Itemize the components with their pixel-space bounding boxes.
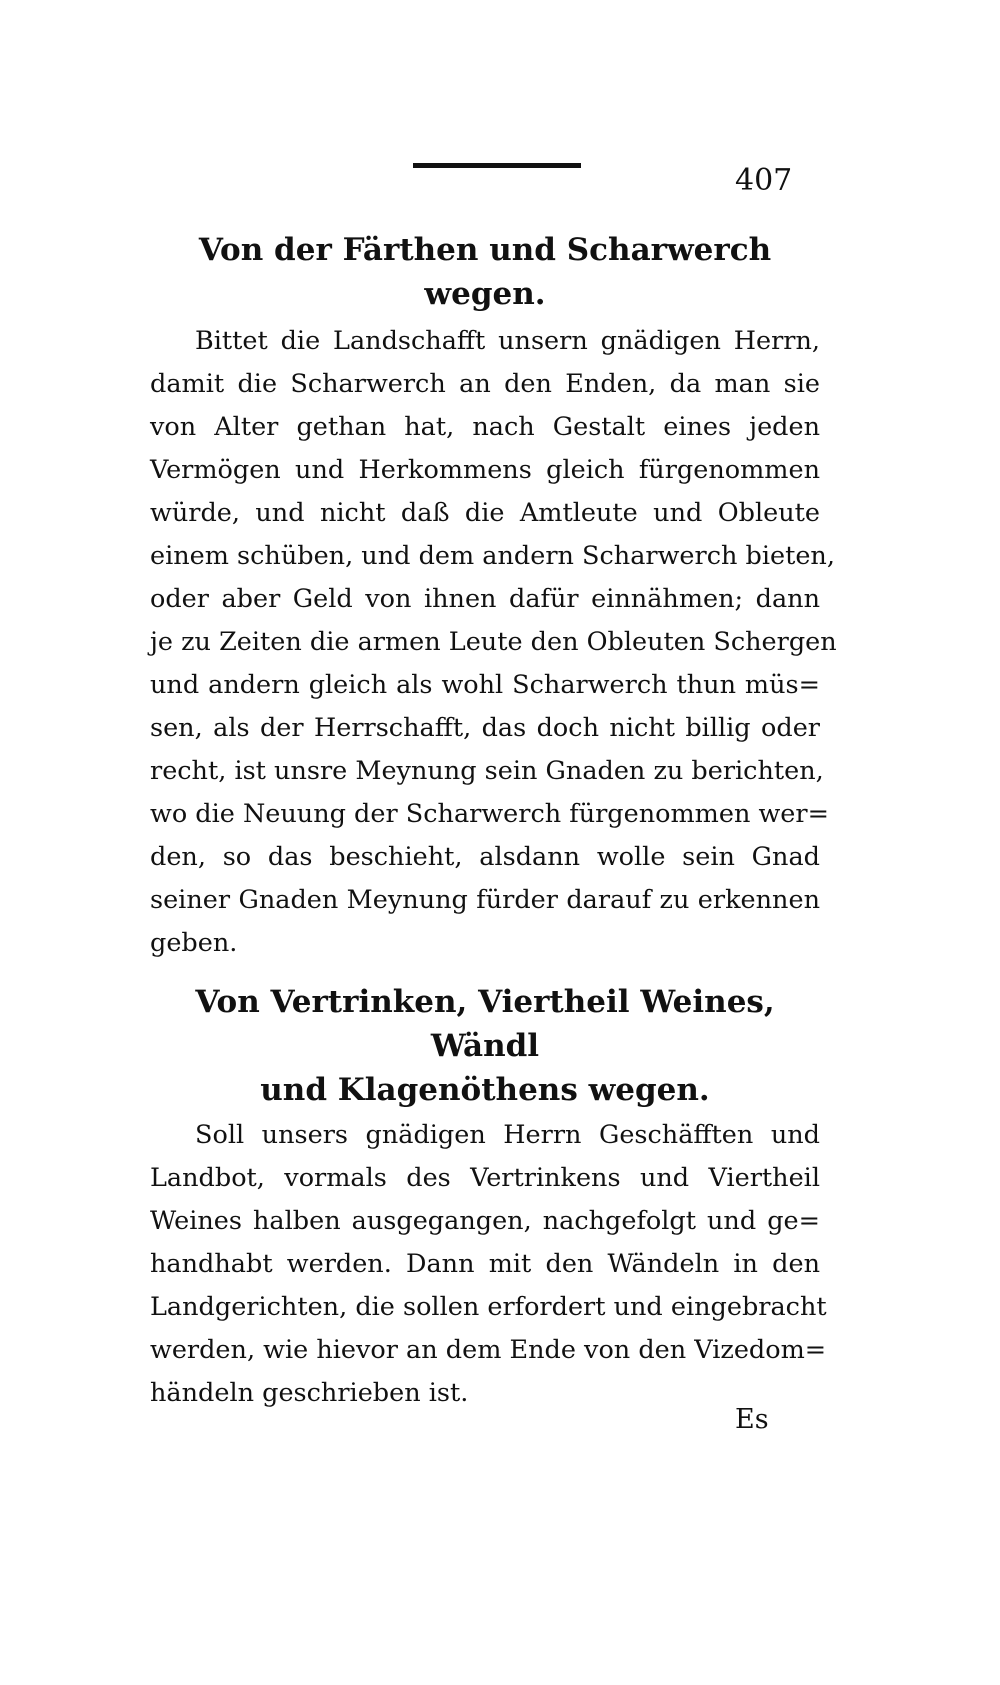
text-line: händeln geschrieben ist. [150, 1378, 469, 1408]
text-line: den, so das beschieht, alsdann wolle sein Gnad [150, 842, 820, 872]
section-body [150, 320, 837, 965]
text-line: damit die Scharwerch an den Enden, da man sie [150, 369, 820, 399]
section-faerthen-scharwerch [150, 228, 837, 965]
text-line: Landbot, vormals des Vertrinkens und Viertheil [150, 1163, 820, 1193]
title-line: Von Vertrinken, Viertheil Weines, Wändl [195, 984, 775, 1064]
text-line: oder aber Geld von ihnen dafür einnähmen; dann [150, 584, 820, 614]
text-line: geben. [150, 928, 238, 958]
text-line: und andern gleich als wohl Scharwerch thun müs= [150, 670, 820, 700]
text-line: Bittet die Landschafft unsern gnädigen Herrn, [195, 326, 820, 356]
text-line: Soll unsers gnädigen Herrn Geschäfften und [195, 1120, 820, 1150]
text-line: Weines halben ausgegangen, nachgefolgt und ge= [150, 1206, 820, 1236]
text-line: von Alter gethan hat, nach Gestalt eines jeden [150, 412, 820, 442]
title-line: Von der Färthen und Scharwerch wegen. [198, 232, 772, 312]
text-line: seiner Gnaden Meynung fürder darauf zu erkennen [150, 885, 820, 915]
text-line: handhabt werden. Dann mit den Wändeln in den [150, 1249, 820, 1279]
page-number: 407 [735, 163, 793, 198]
header-rule [413, 163, 581, 168]
text-line: je zu Zeiten die armen Leute den Obleuten Schergen [150, 627, 837, 657]
section-vertrinken-viertheil [150, 980, 827, 1415]
section-title [150, 980, 820, 1112]
section-body [150, 1114, 827, 1415]
text-line: werden, wie hievor an dem Ende von den Vizedom= [150, 1335, 827, 1365]
text-line: Vermögen und Herkommens gleich fürgenommen [150, 455, 820, 485]
text-line: recht, ist unsre Meynung sein Gnaden zu berichten, [150, 756, 824, 786]
catchword: Es [735, 1404, 769, 1435]
section-title [150, 228, 820, 316]
title-line: und Klagenöthens wegen. [260, 1072, 710, 1108]
text-line: sen, als der Herrschafft, das doch nicht billig oder [150, 713, 820, 743]
text-line: Landgerichten, die sollen erfordert und eingebracht [150, 1292, 827, 1322]
text-line: würde, und nicht daß die Amtleute und Obleute [150, 498, 820, 528]
text-line: wo die Neuung der Scharwerch fürgenommen wer= [150, 799, 829, 829]
text-line: einem schüben, und dem andern Scharwerch bieten, [150, 541, 835, 571]
